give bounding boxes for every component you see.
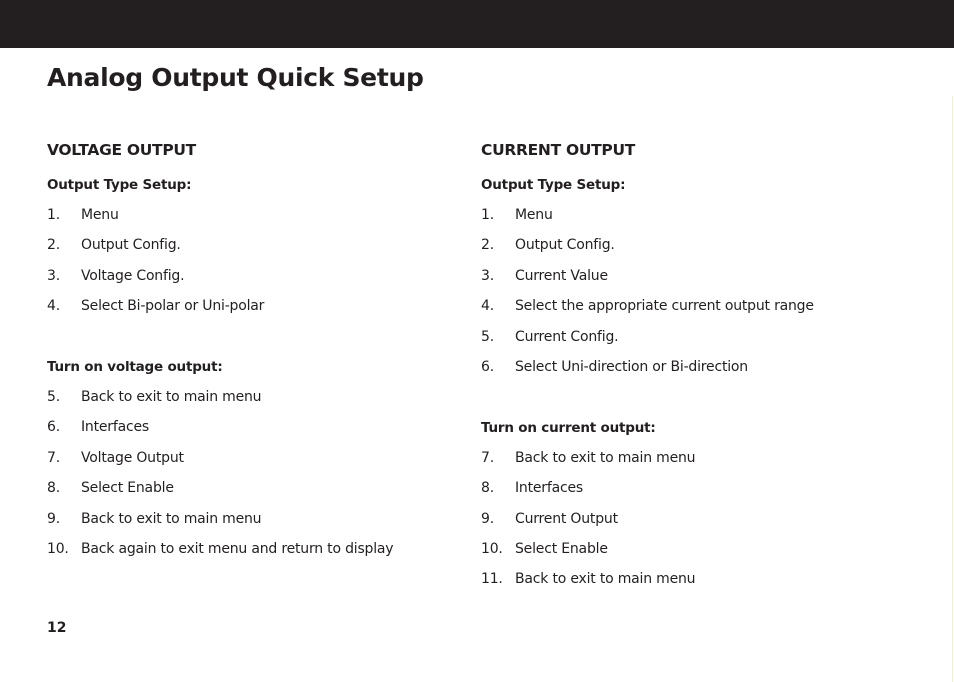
step-item — [481, 534, 931, 564]
step-text: Current Config. — [515, 328, 619, 345]
step-number: 9. — [481, 510, 494, 527]
step-text: Interfaces — [81, 419, 149, 436]
step-item — [47, 473, 467, 503]
step-text: Menu — [515, 207, 553, 223]
step-item — [47, 230, 467, 260]
voltage-output-heading: VOLTAGE OUTPUT — [47, 141, 196, 159]
current-enable-heading: Turn on current output: — [481, 419, 656, 436]
voltage-enable-heading: Turn on voltage output: — [47, 359, 223, 376]
current-output-section — [481, 138, 931, 595]
step-item — [47, 443, 467, 473]
step-number: 3. — [47, 267, 60, 284]
step-text: Select Enable — [515, 541, 608, 558]
step-number: 7. — [481, 449, 494, 466]
step-item — [481, 564, 931, 594]
step-item — [481, 352, 931, 382]
step-text: Back to exit to main menu — [81, 389, 262, 406]
step-number: 10. — [481, 541, 503, 558]
step-item — [481, 230, 931, 260]
step-number: 5. — [47, 389, 60, 406]
current-setup-heading: Output Type Setup: — [481, 177, 626, 193]
voltage-enable-steps — [47, 382, 467, 564]
step-item — [481, 291, 931, 321]
step-text: Select Enable — [81, 480, 174, 497]
step-item — [481, 200, 931, 230]
step-number: 9. — [47, 510, 60, 527]
step-number: 4. — [481, 298, 494, 315]
step-item — [47, 200, 467, 230]
step-number: 3. — [481, 267, 494, 284]
step-text: Select the appropriate current output range — [515, 298, 814, 315]
step-text: Voltage Output — [81, 449, 184, 466]
step-number: 11. — [481, 571, 503, 588]
step-number: 2. — [481, 237, 494, 254]
step-number: 1. — [47, 207, 60, 223]
step-item — [481, 504, 931, 534]
step-item — [47, 291, 467, 321]
step-text: Back again to exit menu and return to display — [81, 541, 394, 558]
voltage-setup-steps — [47, 200, 467, 322]
header-bar — [0, 0, 954, 48]
step-text: Interfaces — [515, 480, 583, 497]
step-text: Menu — [81, 207, 119, 223]
step-item — [481, 261, 931, 291]
step-number: 7. — [47, 449, 60, 466]
step-text: Select Bi-polar or Uni-polar — [81, 298, 265, 315]
step-text: Output Config. — [515, 237, 615, 254]
step-text: Current Output — [515, 510, 618, 527]
page-edge-line — [952, 96, 953, 682]
step-number: 6. — [481, 358, 494, 375]
page-number: 12 — [47, 620, 67, 636]
step-item — [47, 382, 467, 412]
step-item — [47, 261, 467, 291]
step-number: 10. — [47, 541, 69, 558]
current-enable-steps — [481, 443, 931, 595]
step-item — [47, 504, 467, 534]
step-text: Output Config. — [81, 237, 181, 254]
step-text: Voltage Config. — [81, 267, 185, 284]
step-text: Select Uni-direction or Bi-direction — [515, 358, 748, 375]
step-number: 5. — [481, 328, 494, 345]
step-item — [47, 534, 467, 564]
step-text: Back to exit to main menu — [81, 510, 262, 527]
step-item — [47, 412, 467, 442]
step-item — [481, 322, 931, 352]
step-text: Back to exit to main menu — [515, 571, 696, 588]
step-number: 4. — [47, 298, 60, 315]
voltage-output-section — [47, 138, 467, 564]
step-number: 1. — [481, 207, 494, 223]
current-setup-steps — [481, 200, 931, 382]
page-title: Analog Output Quick Setup — [47, 63, 424, 92]
step-number: 2. — [47, 237, 60, 254]
step-item — [481, 473, 931, 503]
current-output-heading: CURRENT OUTPUT — [481, 141, 636, 159]
step-number: 6. — [47, 419, 60, 436]
voltage-setup-heading: Output Type Setup: — [47, 177, 192, 193]
step-text: Current Value — [515, 267, 608, 284]
step-number: 8. — [481, 480, 494, 497]
step-number: 8. — [47, 480, 60, 497]
step-text: Back to exit to main menu — [515, 449, 696, 466]
step-item — [481, 443, 931, 473]
